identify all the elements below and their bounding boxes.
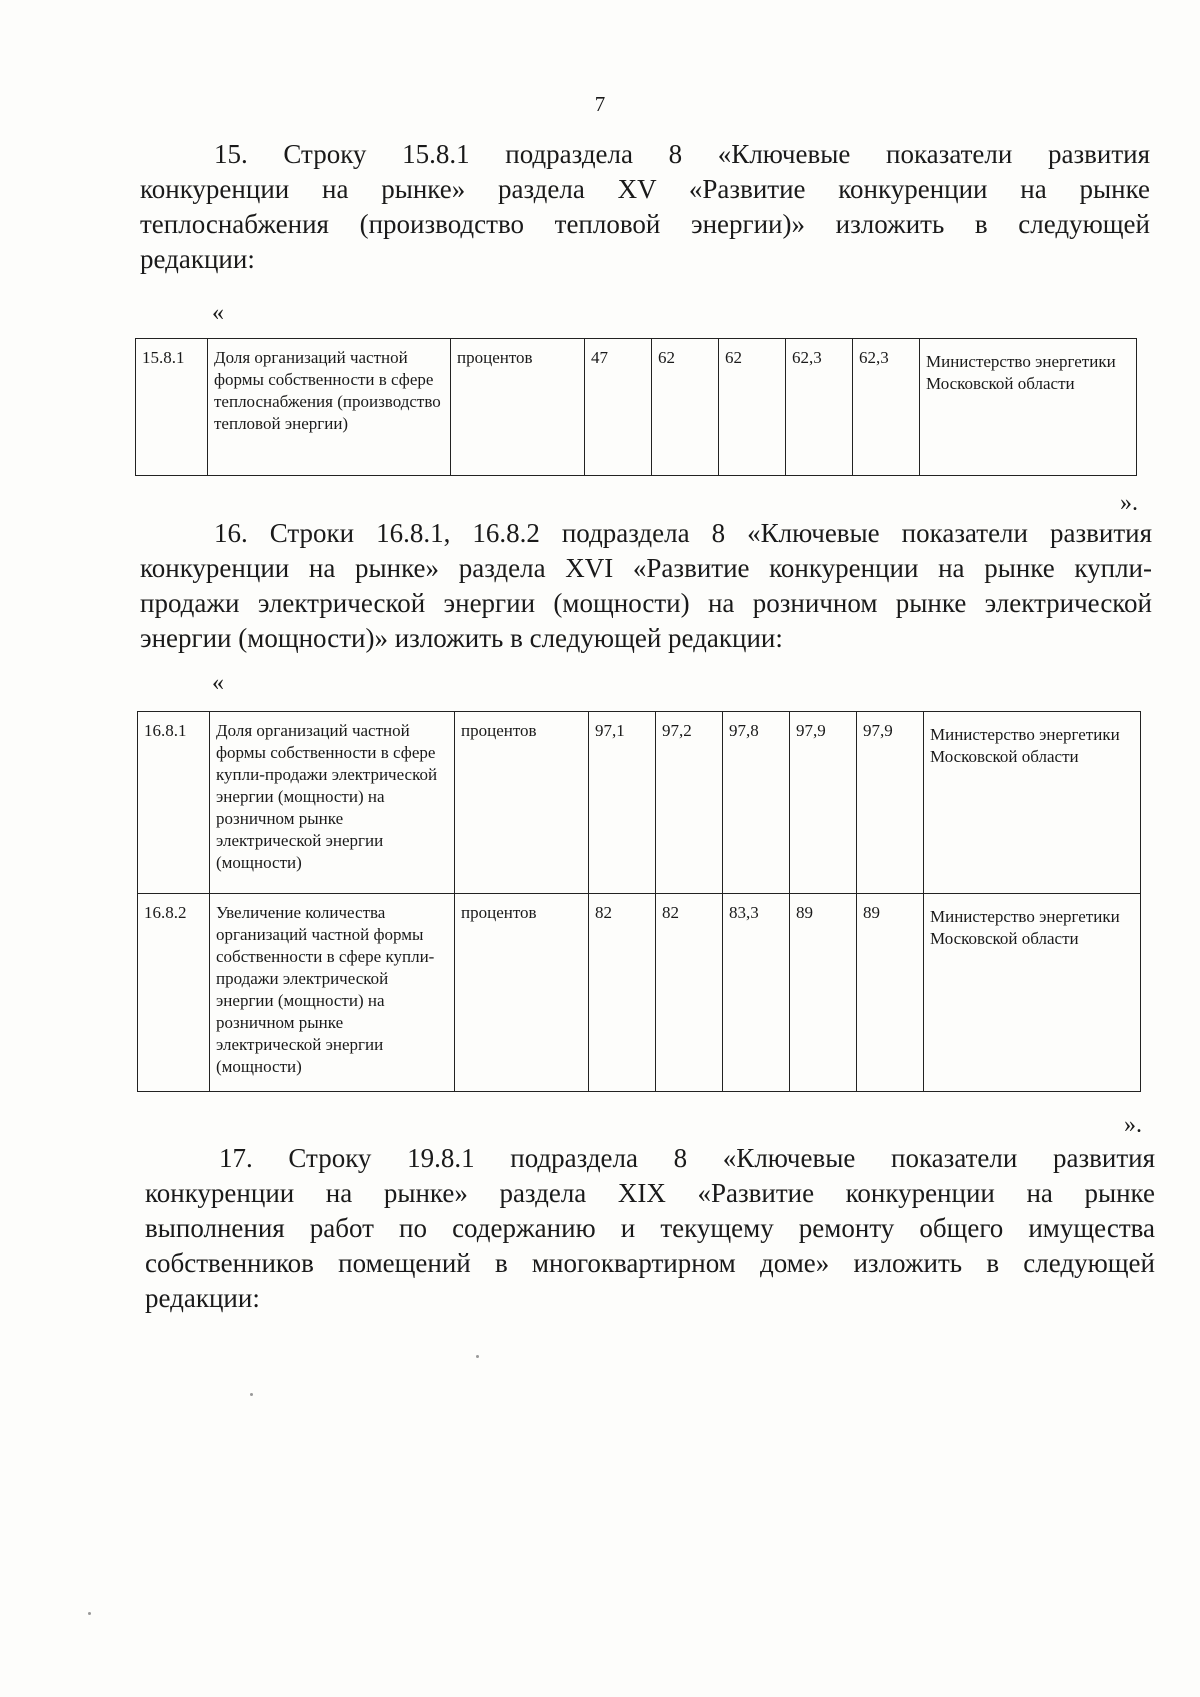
row-responsible: Министерство энергетики Московской области bbox=[924, 712, 1141, 894]
item-15-line-2: конкуренции на рынке» раздела XV «Развитие конкуренции на рынке bbox=[140, 174, 1150, 204]
row-value-2: 82 bbox=[656, 894, 723, 1092]
row-name: Увеличение количества организаций частной формы собственности в сфере купли-продажи электрической энергии (мощности) на розничном рынке электрической энергии (мощности) bbox=[210, 894, 455, 1092]
scan-speck bbox=[476, 1355, 479, 1358]
table-row bbox=[138, 712, 1141, 894]
row-unit: процентов bbox=[455, 894, 589, 1092]
page-number: 7 bbox=[594, 92, 606, 116]
item-15-open-quote: « bbox=[212, 300, 224, 326]
row-unit: процентов bbox=[455, 712, 589, 894]
item-15-line-1: 15. Строку 15.8.1 подраздела 8 «Ключевые показатели развития bbox=[214, 139, 1150, 169]
item-15-paragraph bbox=[140, 137, 1150, 277]
row-name: Доля организаций частной формы собственности в сфере купли-продажи электрической энергии (мощности) на розничном рынке электрической энергии (мощности) bbox=[210, 712, 455, 894]
row-value-2: 97,2 bbox=[656, 712, 723, 894]
item-16-open-quote: « bbox=[212, 670, 224, 696]
item-16-table bbox=[137, 711, 1141, 1092]
item-16-line-3: продажи электрической энергии (мощности) на розничном рынке электрической bbox=[140, 588, 1152, 618]
item-16-close-quote: ». bbox=[1124, 1112, 1142, 1138]
row-code: 16.8.2 bbox=[138, 894, 210, 1092]
item-17-line-5: редакции: bbox=[145, 1283, 260, 1313]
item-16-paragraph bbox=[140, 516, 1152, 656]
item-17-paragraph bbox=[145, 1141, 1155, 1316]
table-row bbox=[138, 894, 1141, 1092]
row-value-5: 97,9 bbox=[857, 712, 924, 894]
row-value-4: 89 bbox=[790, 894, 857, 1092]
row-responsible: Министерство энергетики Московской области bbox=[920, 339, 1137, 476]
table-row bbox=[136, 339, 1137, 476]
item-16-line-2: конкуренции на рынке» раздела XVI «Развитие конкуренции на рынке купли- bbox=[140, 553, 1152, 583]
row-code: 16.8.1 bbox=[138, 712, 210, 894]
item-15-line-4: редакции: bbox=[140, 244, 255, 274]
scan-speck bbox=[88, 1612, 91, 1615]
row-value-2: 62 bbox=[652, 339, 719, 476]
row-value-1: 82 bbox=[589, 894, 656, 1092]
row-value-3: 97,8 bbox=[723, 712, 790, 894]
item-17-line-1: 17. Строку 19.8.1 подраздела 8 «Ключевые показатели развития bbox=[219, 1143, 1155, 1173]
item-15-table bbox=[135, 338, 1137, 476]
row-value-1: 97,1 bbox=[589, 712, 656, 894]
item-15-close-quote: ». bbox=[1120, 490, 1138, 516]
row-value-5: 89 bbox=[857, 894, 924, 1092]
row-value-1: 47 bbox=[585, 339, 652, 476]
item-16-line-1: 16. Строки 16.8.1, 16.8.2 подраздела 8 «Ключевые показатели развития bbox=[214, 518, 1152, 548]
row-value-5: 62,3 bbox=[853, 339, 920, 476]
row-name: Доля организаций частной формы собственности в сфере теплоснабжения (производство тепловой энергии) bbox=[208, 339, 451, 476]
item-17-line-2: конкуренции на рынке» раздела XIX «Развитие конкуренции на рынке bbox=[145, 1178, 1155, 1208]
item-16-line-4: энергии (мощности)» изложить в следующей редакции: bbox=[140, 623, 783, 653]
item-15-line-3: теплоснабжения (производство тепловой энергии)» изложить в следующей bbox=[140, 209, 1150, 239]
row-code: 15.8.1 bbox=[136, 339, 208, 476]
row-value-4: 62,3 bbox=[786, 339, 853, 476]
row-responsible: Министерство энергетики Московской области bbox=[924, 894, 1141, 1092]
row-value-4: 97,9 bbox=[790, 712, 857, 894]
row-unit: процентов bbox=[451, 339, 585, 476]
row-value-3: 62 bbox=[719, 339, 786, 476]
scan-speck bbox=[250, 1393, 253, 1396]
item-17-line-4: собственников помещений в многоквартирном доме» изложить в следующей bbox=[145, 1248, 1155, 1278]
row-value-3: 83,3 bbox=[723, 894, 790, 1092]
item-17-line-3: выполнения работ по содержанию и текущему ремонту общего имущества bbox=[145, 1213, 1155, 1243]
